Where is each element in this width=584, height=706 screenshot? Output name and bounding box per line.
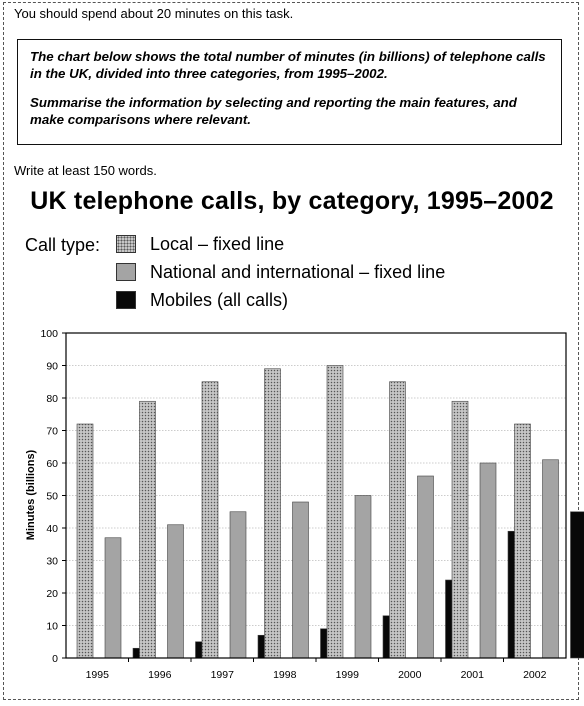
bar-national xyxy=(418,476,434,658)
y-tick-label: 100 xyxy=(40,328,58,340)
task-prompt-line1: The chart below shows the total number of minutes (in billions) of telephone calls in the UK, divided into three categories, from 1995–2002. xyxy=(30,49,546,81)
x-tick-label: 1995 xyxy=(85,669,109,681)
y-tick-label: 40 xyxy=(46,523,58,535)
bar-local xyxy=(515,424,531,658)
x-tick-label: 1997 xyxy=(210,669,234,681)
y-tick-label: 10 xyxy=(46,620,58,633)
x-tick-label: 1999 xyxy=(335,669,359,681)
word-count-note: Write at least 150 words. xyxy=(14,163,157,178)
y-tick-label: 50 xyxy=(46,490,58,503)
legend-text-national: National and international – fixed line xyxy=(150,261,446,282)
y-tick-label: 0 xyxy=(52,653,58,665)
y-tick-label: 90 xyxy=(46,360,58,373)
bar-national xyxy=(480,463,496,658)
bar-national xyxy=(355,496,371,659)
y-tick-label: 60 xyxy=(46,458,58,470)
legend-label: Call type: xyxy=(25,235,101,255)
time-note: You should spend about 20 minutes on this task. xyxy=(14,6,294,21)
bar-mobiles xyxy=(571,512,584,658)
bar-national xyxy=(293,502,309,658)
chart-title: UK telephone calls, by category, 1995–2002 xyxy=(30,187,554,215)
bar-local xyxy=(202,382,218,658)
bar-local xyxy=(77,424,93,658)
bar-national xyxy=(105,538,121,658)
y-tick-label: 70 xyxy=(46,425,58,438)
bar-local xyxy=(390,382,406,658)
bar-local xyxy=(327,366,343,659)
bar-local xyxy=(140,401,156,658)
y-tick-label: 30 xyxy=(46,555,58,568)
x-tick-label: 2002 xyxy=(523,669,547,681)
bar-local xyxy=(265,369,281,658)
x-tick-label: 1996 xyxy=(148,669,172,681)
y-axis-label: Minutes (billions) xyxy=(25,449,37,541)
y-tick-label: 20 xyxy=(46,588,58,600)
legend-text-mobiles: Mobiles (all calls) xyxy=(150,289,289,310)
bar-national xyxy=(230,512,246,658)
y-tick-label: 80 xyxy=(46,393,58,405)
bar-national xyxy=(168,525,184,658)
x-tick-label: 2001 xyxy=(460,669,484,681)
task-prompt-line2: Summarise the information by selecting and reporting the main features, and make comparisons where relevant. xyxy=(30,95,517,127)
legend-text-local: Local – fixed line xyxy=(150,233,285,254)
x-tick-label: 1998 xyxy=(273,669,297,681)
bar-national xyxy=(543,460,559,658)
x-tick-label: 2000 xyxy=(398,669,422,681)
bar-local xyxy=(452,401,468,658)
